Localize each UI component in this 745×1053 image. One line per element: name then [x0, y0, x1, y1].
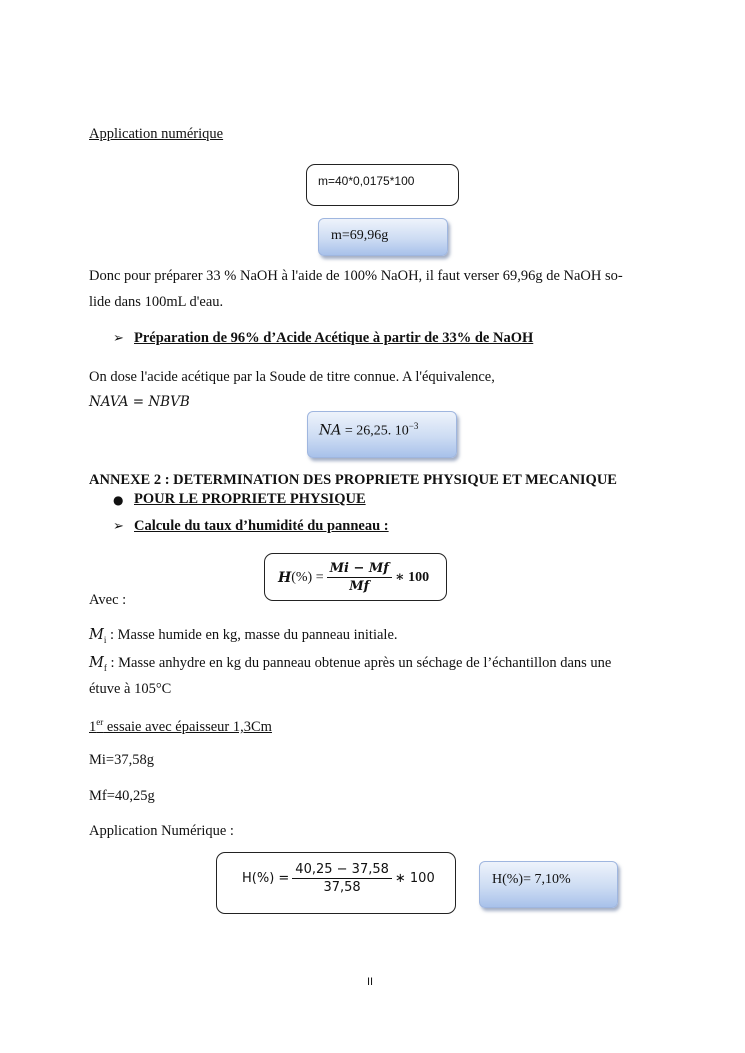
na-box — [307, 411, 457, 458]
result-box — [318, 218, 448, 256]
result2-text: H(%)= 7,10% — [492, 872, 571, 887]
calc-box-text: m=40*0,0175*100 — [318, 174, 415, 188]
equation-nava: NAVA = NBVB — [89, 394, 190, 410]
formula2-box — [216, 852, 456, 914]
def-mi — [89, 627, 398, 645]
result2-box — [479, 861, 618, 908]
arrowhead-bullet-icon: ➢ — [113, 519, 124, 534]
formula2-numerator: 40,25 − 37,58 — [292, 862, 392, 879]
formula-tail: ∗ 100 — [394, 570, 430, 585]
mf-value: Mf=40,25g — [89, 788, 155, 804]
annexe-title: ANNEXE 2 : DETERMINATION DES PROPRIETE PHYSIQUE ET MECANIQUE — [89, 472, 617, 488]
mf-text: : Masse anhydre en kg du panneau obtenue après un séchage de l’échantillon dans une — [106, 655, 612, 671]
bullet-physique: POUR LE PROPRIETE PHYSIQUE — [134, 491, 366, 507]
essai-num: 1 — [89, 718, 97, 735]
mi-text: : Masse humide en kg, masse du panneau initiale. — [106, 627, 398, 643]
essai-text: essaie avec épaisseur 1,3Cm — [103, 718, 272, 735]
result-box-text: m=69,96g — [331, 228, 389, 243]
essai-sup: er — [96, 717, 104, 727]
formula-numerator: Mi − Mf — [327, 561, 392, 578]
formula2-fraction — [292, 862, 392, 895]
formula2-lhs: H(%) = — [242, 871, 290, 886]
formula2-denominator: 37,58 — [323, 880, 361, 895]
page-number: II — [367, 976, 374, 988]
formula-fraction — [327, 561, 392, 594]
arrowhead-bullet-icon: ➢ — [113, 331, 124, 346]
def-mf — [89, 655, 611, 673]
essai-heading — [89, 717, 272, 736]
formula-denominator: Mf — [349, 579, 370, 594]
para-dose: On dose l'acide acétique par la Soude de titre connue. A l'équivalence, — [89, 369, 495, 385]
mi-value: Mi=37,58g — [89, 752, 154, 768]
mf-symbol: M — [89, 655, 104, 671]
mi-sub: i — [103, 634, 107, 645]
avec-label: Avec : — [89, 592, 127, 608]
section-prep-title: Préparation de 96% d’Acide Acétique à partir de 33% de NaOH — [134, 330, 534, 346]
calc-box — [306, 164, 459, 206]
def-mf-line2: étuve à 105°C — [89, 681, 172, 697]
mi-symbol: M — [89, 627, 104, 643]
na-value: = 26,25. 10 — [341, 423, 409, 439]
formula-lhs-rest: (%) = — [291, 569, 324, 585]
formula2-tail: ∗ 100 — [394, 871, 435, 886]
app-num-heading: Application numérique — [89, 126, 224, 142]
disc-bullet-icon: ● — [113, 493, 124, 507]
para-donc-line1: Donc pour préparer 33 % NaOH à l'aide de 100% NaOH, il faut verser 69,96g de NaOH so- — [89, 268, 623, 284]
na-box-content — [319, 421, 418, 440]
na-exponent: −3 — [408, 421, 419, 431]
formula — [278, 561, 429, 594]
app-num2: Application Numérique : — [89, 823, 234, 839]
section-humidite: Calcule du taux d’humidité du panneau : — [134, 518, 389, 534]
formula2 — [242, 862, 435, 895]
formula-lhs: H — [278, 569, 292, 586]
na-symbol: NA — [319, 422, 342, 439]
para-donc-line2: lide dans 100mL d'eau. — [89, 294, 224, 310]
mf-sub: f — [103, 662, 107, 673]
formula-box — [264, 553, 447, 601]
